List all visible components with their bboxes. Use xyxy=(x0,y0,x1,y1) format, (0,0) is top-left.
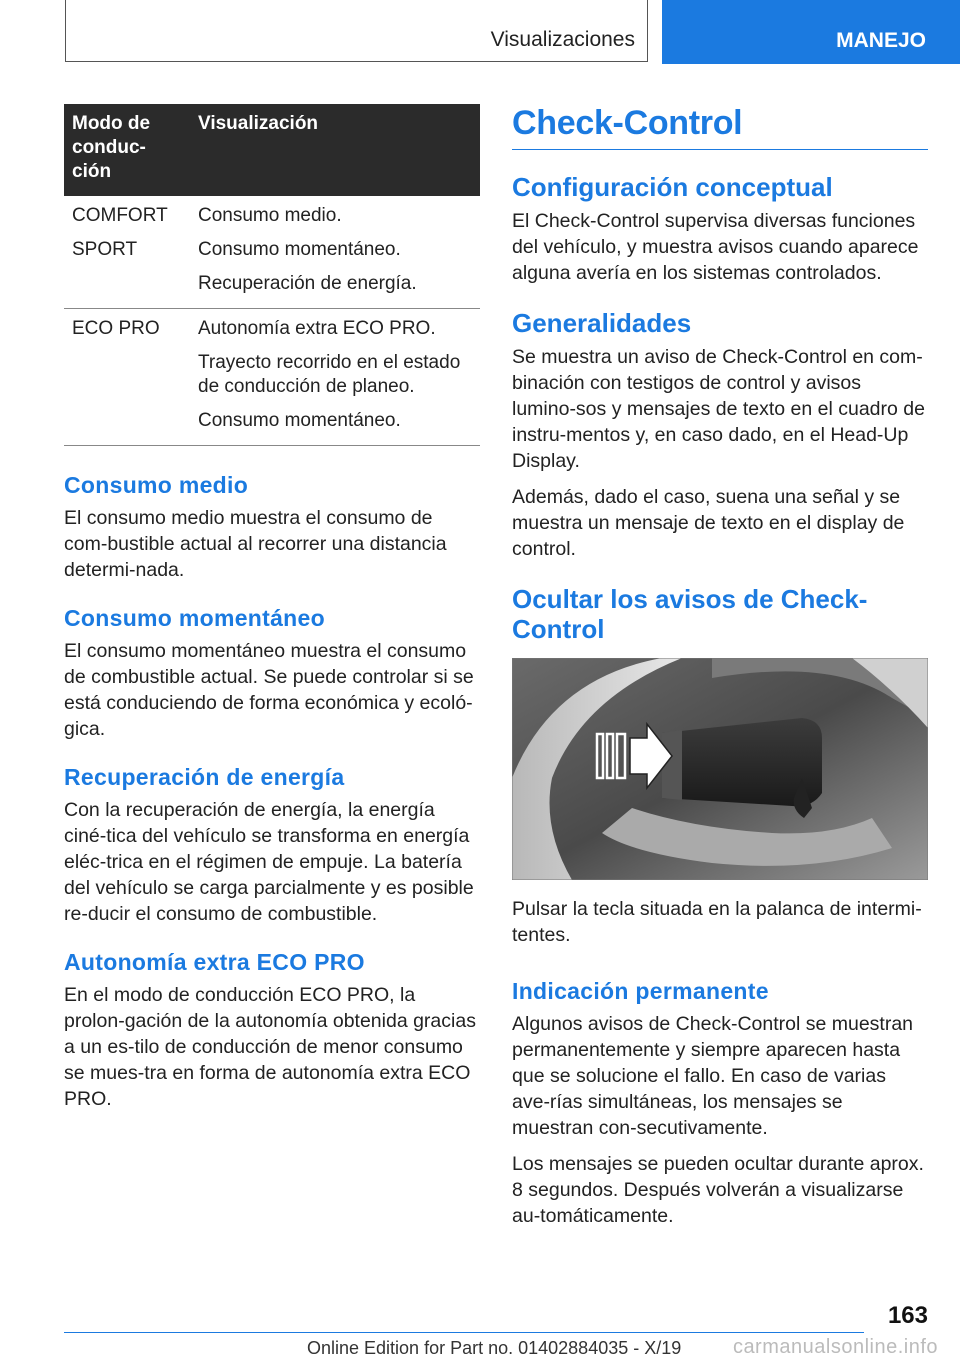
footer-divider xyxy=(64,1332,864,1333)
header-line: ción xyxy=(72,161,112,182)
display-item: Consumo momentáneo. xyxy=(198,410,401,431)
display-item: Consumo medio. xyxy=(198,205,342,226)
section-paragraph: El consumo medio muestra el consumo de com-bustible actual al recorrer una distancia determi-nada. xyxy=(64,507,447,581)
section-paragraph: En el modo de conducción ECO PRO, la prolon-gación de la autonomía obtenida gracias a un es-tilo de conducción de menor consumo se mues-tra en forma de autonomía extra ECO PRO. xyxy=(64,984,476,1110)
right-column xyxy=(512,104,928,1239)
display-item: Autonomía extra ECO PRO. xyxy=(198,318,436,339)
section-concept xyxy=(512,172,928,286)
display-item: Trayecto recorrido en el estado de conducción de planeo. xyxy=(198,352,461,397)
footer-watermark: carmanualsonline.info xyxy=(732,1336,938,1358)
section-energy-recovery xyxy=(64,764,480,927)
display-item: Consumo momentáneo. xyxy=(198,239,401,260)
section-paragraph: Se muestra un aviso de Check-Control en com-binación con testigos de control y avisos lumino-sos y mensajes de texto en el cuadro de instru-mentos y, en caso dado, en el Head-Up Display. xyxy=(512,346,925,472)
display-cell xyxy=(190,196,480,309)
header-line: Visualización xyxy=(198,113,319,134)
photo-caption: Pulsar la tecla situada en la palanca de intermi-tentes. xyxy=(512,898,922,946)
section-heading: Generalidades xyxy=(512,308,692,338)
section-paragraph: Además, dado el caso, suena una señal y se muestra un mensaje de texto en el display de control. xyxy=(512,486,905,560)
header-chapter-tab: MANEJO xyxy=(662,0,960,64)
section-heading: Recuperación de energía xyxy=(64,764,345,790)
header-line: Modo de xyxy=(72,113,151,134)
table-header-mode xyxy=(64,104,190,196)
lever-illustration xyxy=(512,658,928,880)
display-cell xyxy=(190,309,480,446)
mode-name: ECO PRO xyxy=(72,318,160,339)
mode-cell xyxy=(64,309,190,446)
section-permanent xyxy=(512,978,928,1229)
driving-modes-table xyxy=(64,104,480,446)
table-row xyxy=(64,309,480,446)
header-section-title: Visualizaciones xyxy=(490,28,635,51)
section-paragraph: El consumo momentáneo muestra el consumo de combustible actual. Se puede controlar si se está conduciendo de forma económica y ecoló-gica. xyxy=(64,640,474,740)
section-eco-pro-range xyxy=(64,949,480,1112)
header-section-box xyxy=(65,0,648,62)
section-heading: Configuración conceptual xyxy=(512,172,833,202)
section-general xyxy=(512,308,928,562)
section-average-consumption xyxy=(64,472,480,583)
section-hide-messages xyxy=(512,584,928,948)
display-item: Recuperación de energía. xyxy=(198,273,417,294)
section-heading: Consumo medio xyxy=(64,472,249,498)
header-line: conduc- xyxy=(72,137,146,158)
table-header-display xyxy=(190,104,480,196)
section-heading: Autonomía extra ECO PRO xyxy=(64,949,365,975)
mode-cell xyxy=(64,196,190,309)
page-number: 163 xyxy=(887,1302,928,1329)
section-heading: Consumo momentáneo xyxy=(64,605,325,631)
turn-signal-lever-photo xyxy=(512,658,928,880)
mode-name: SPORT xyxy=(72,239,138,260)
table-row xyxy=(64,196,480,309)
mode-name: COMFORT xyxy=(72,205,168,226)
section-heading: Ocultar los avisos de Check-Control xyxy=(512,584,868,644)
chapter-title: Check-Control xyxy=(512,104,928,150)
left-column xyxy=(64,104,480,1122)
section-heading: Indicación permanente xyxy=(512,978,769,1004)
section-paragraph: Algunos avisos de Check-Control se muestran permanentemente y siempre aparecen hasta que se solucione el fallo. En caso de varias ave-rías simultáneas, los mensajes se muestran con-secutivamente. xyxy=(512,1013,914,1139)
section-paragraph: Los mensajes se pueden ocultar durante aprox. 8 segundos. Después volverán a visualizarse au-tomáticamente. xyxy=(512,1153,924,1227)
section-paragraph: Con la recuperación de energía, la energía ciné-tica del vehículo se transforma en energía eléc-trica en el régimen de empuje. La batería del vehículo se carga parcialmente y es posible re-ducir el consumo de combustible. xyxy=(64,799,474,925)
section-paragraph: El Check-Control supervisa diversas funciones del vehículo, y muestra avisos cuando aparece alguna avería en los sistemas controlados. xyxy=(512,210,919,284)
footer-edition: Online Edition for Part no. 01402884035 - X/19 xyxy=(307,1338,682,1358)
section-current-consumption xyxy=(64,605,480,742)
